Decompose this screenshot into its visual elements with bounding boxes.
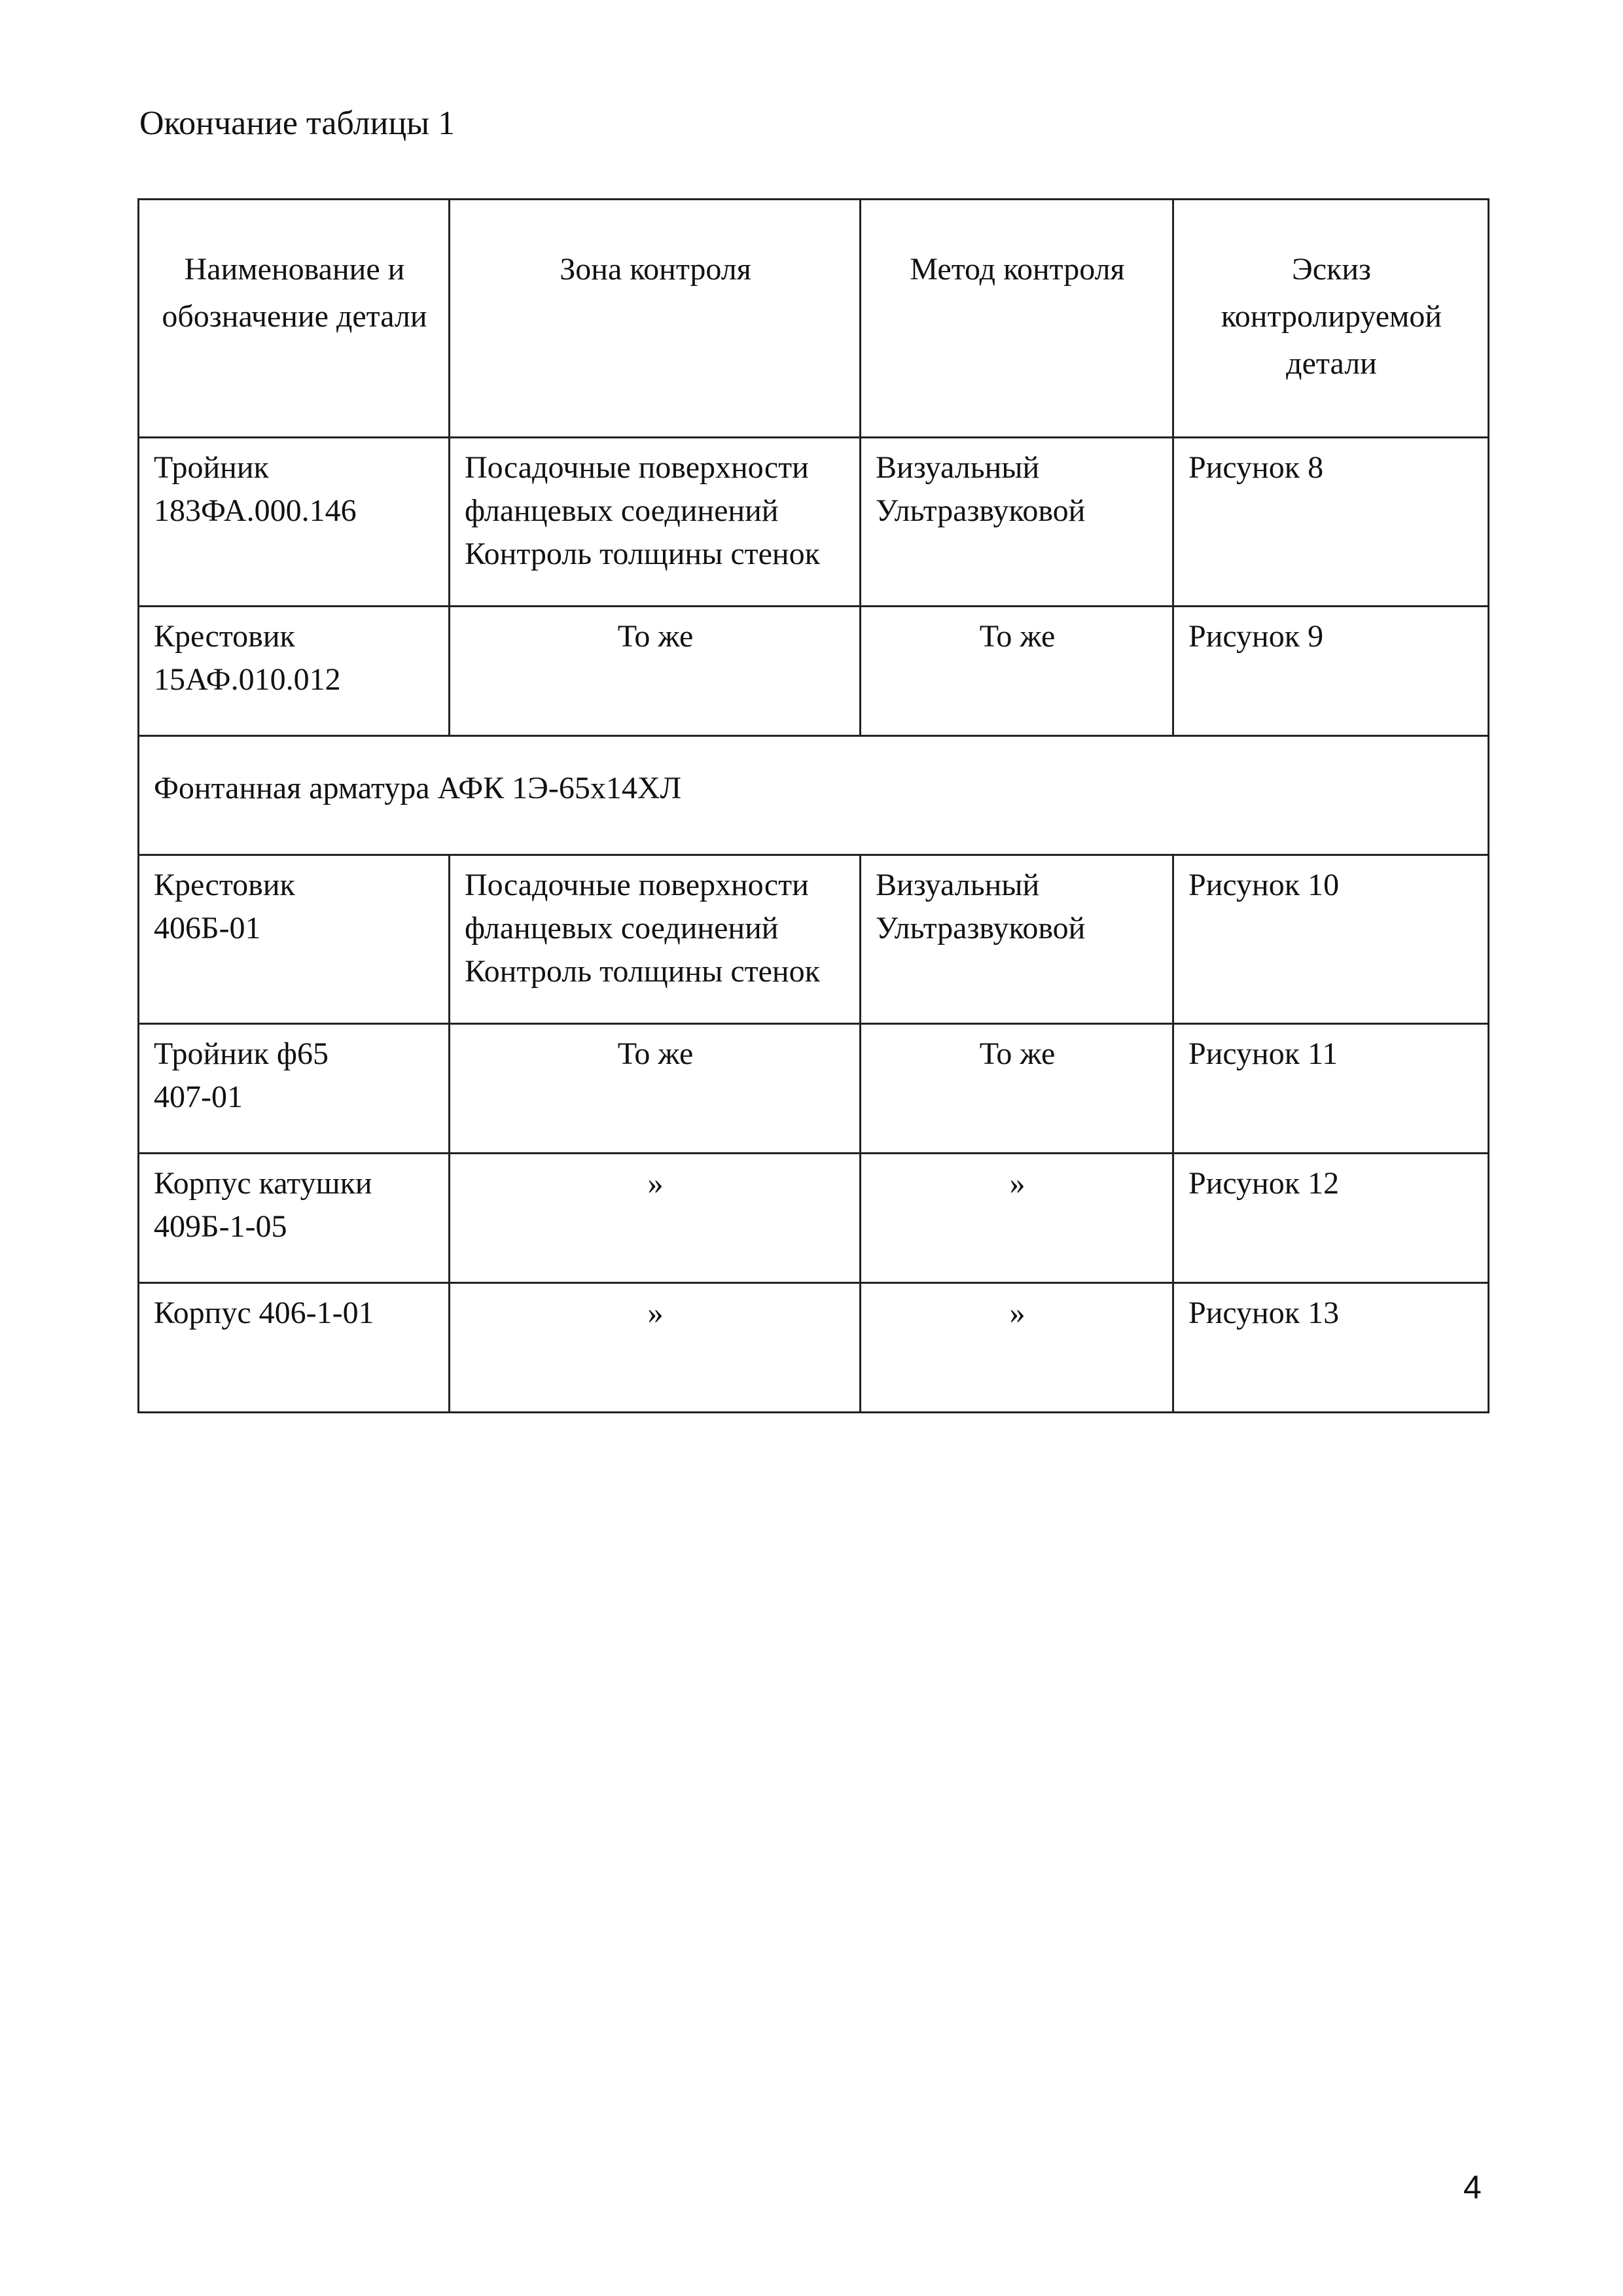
control-zone-cell: То же [450,1024,861,1154]
part-name-cell: Корпус катушки 409Б-1-05 [139,1154,450,1283]
control-method-cell: То же [861,607,1173,736]
table-row [139,1024,1489,1154]
page-number: 4 [1463,2169,1482,2206]
sketch-cell: Рисунок 10 [1173,855,1489,1024]
control-zone-cell: » [450,1283,861,1413]
control-zone-cell: Посадочные поверхности фланцевых соединений Контроль толщины стенок [450,855,861,1024]
header-method: Метод контроля [861,200,1173,438]
sketch-cell: Рисунок 9 [1173,607,1489,736]
table-row [139,438,1489,607]
sketch-cell: Рисунок 11 [1173,1024,1489,1154]
part-name-cell: Тройник 183ФА.000.146 [139,438,450,607]
table-header-row [139,200,1489,438]
table-row [139,1283,1489,1413]
table-row [139,855,1489,1024]
control-method-cell: » [861,1154,1173,1283]
sketch-cell: Рисунок 8 [1173,438,1489,607]
control-method-cell: » [861,1283,1173,1413]
sketch-cell: Рисунок 13 [1173,1283,1489,1413]
table-caption: Окончание таблицы 1 [139,105,455,142]
control-zone-cell: То же [450,607,861,736]
control-method-cell: То же [861,1024,1173,1154]
table-row [139,607,1489,736]
header-zone: Зона контроля [450,200,861,438]
header-name: Наименование и обозначение детали [139,200,450,438]
control-zone-cell: » [450,1154,861,1283]
sketch-cell: Рисунок 12 [1173,1154,1489,1283]
group-title: Фонтанная арматура АФК 1Э-65х14ХЛ [139,736,1489,855]
part-name-cell: Корпус 406-1-01 [139,1283,450,1413]
part-name-cell: Крестовик 15АФ.010.012 [139,607,450,736]
control-zone-cell: Посадочные поверхности фланцевых соединений Контроль толщины стенок [450,438,861,607]
table-row [139,1154,1489,1283]
part-name-cell: Крестовик 406Б-01 [139,855,450,1024]
control-method-cell: Визуальный Ультразвуковой [861,855,1173,1024]
header-sketch: Эскиз контролируемой детали [1173,200,1489,438]
control-table [137,198,1489,1413]
control-method-cell: Визуальный Ультразвуковой [861,438,1173,607]
group-header-row [139,736,1489,855]
part-name-cell: Тройник ф65 407-01 [139,1024,450,1154]
